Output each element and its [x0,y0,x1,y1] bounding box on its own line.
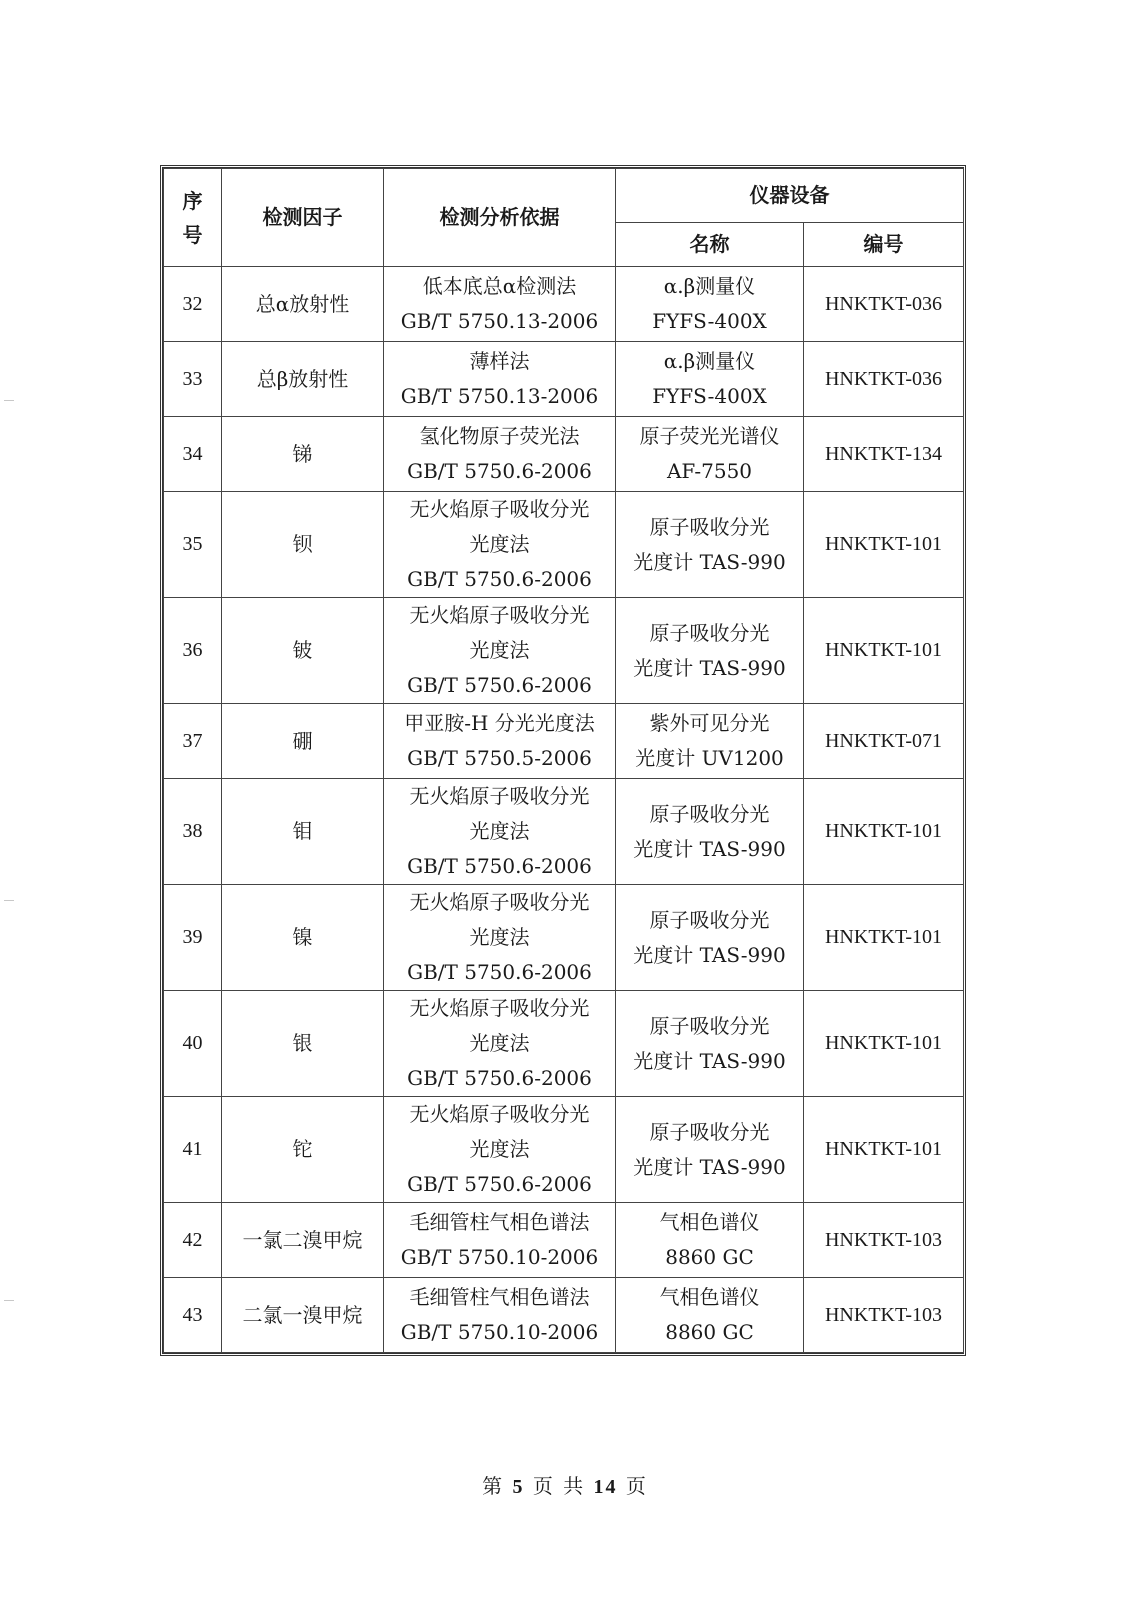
cell-basis [384,991,616,1097]
cell-equipment-name [616,492,804,598]
cell-basis-line: 无火焰原子吸收分光 [409,1102,590,1126]
footer-suffix: 页 [625,1474,648,1498]
cell-basis-line: 无火焰原子吸收分光 [409,784,590,808]
cell-basis-line: GB/T 5750.6-2006 [407,960,592,984]
cell-basis [384,598,616,704]
cell-equipment-id: HNKTKT-101 [804,885,964,991]
cell-index: 34 [164,417,222,492]
cell-basis-line: 光度法 [469,819,530,843]
cell-equipment-name [616,1203,804,1278]
cell-basis-line: GB/T 5750.6-2006 [407,1172,592,1196]
table-row [164,342,964,417]
cell-basis-line: 无火焰原子吸收分光 [409,996,590,1020]
cell-equipment-name-line: 气相色谱仪 [659,1285,760,1309]
cell-factor: 银 [222,991,384,1097]
cell-equipment-name-line: AF-7550 [666,459,753,483]
cell-factor: 铊 [222,1097,384,1203]
cell-factor: 二氯一溴甲烷 [222,1278,384,1353]
cell-equipment-name-line: 原子吸收分光 [649,1013,770,1038]
cell-equipment-name-line: 紫外可见分光 [649,711,770,735]
cell-basis-line: 光度法 [469,638,530,662]
header-basis: 检测分析依据 [384,169,616,267]
cell-basis [384,779,616,885]
cell-equipment-name [616,417,804,492]
cell-equipment-name-line: FYFS-400X [652,384,767,408]
cell-basis-line: 无火焰原子吸收分光 [409,890,590,914]
cell-equipment-name-line: 8860 GC [665,1320,754,1344]
header-factor: 检测因子 [222,169,384,267]
header-index-line: 序 [182,188,203,213]
cell-equipment-name [616,885,804,991]
table-row [164,1097,964,1203]
cell-basis-line: GB/T 5750.13-2006 [400,309,599,333]
cell-basis [384,704,616,779]
cell-index: 37 [164,704,222,779]
cell-basis [384,885,616,991]
cell-basis [384,1203,616,1278]
cell-basis-line: GB/T 5750.6-2006 [407,1066,592,1090]
cell-equipment-name-line: 光度计 TAS-990 [633,655,786,680]
cell-equipment-name [616,267,804,342]
cell-equipment-id: HNKTKT-101 [804,598,964,704]
cell-equipment-name [616,342,804,417]
cell-index: 32 [164,267,222,342]
cell-equipment-id: HNKTKT-103 [804,1278,964,1353]
cell-basis-line: 光度法 [469,1137,530,1161]
cell-factor: 钼 [222,779,384,885]
cell-basis-line: 光度法 [469,925,530,949]
cell-equipment-name [616,598,804,704]
cell-equipment-name-line: 原子吸收分光 [649,907,770,932]
scan-edge-marks [0,0,18,1600]
footer-middle: 页 共 [532,1474,586,1498]
cell-basis [384,1278,616,1353]
cell-basis-line: 甲亚胺-H 分光光度法 [404,711,595,735]
cell-equipment-id: HNKTKT-101 [804,991,964,1097]
cell-basis-line: 氢化物原子荧光法 [419,424,580,448]
cell-basis-line: 光度法 [469,1031,530,1055]
cell-basis [384,267,616,342]
detection-methods-table [160,165,966,1356]
table-row [164,885,964,991]
cell-basis [384,417,616,492]
cell-equipment-name-line: 原子荧光光谱仪 [639,424,780,448]
cell-equipment-id: HNKTKT-036 [804,267,964,342]
table-row [164,598,964,704]
cell-basis-line: GB/T 5750.10-2006 [400,1320,599,1344]
cell-basis-line: GB/T 5750.6-2006 [407,459,592,483]
cell-equipment-id: HNKTKT-101 [804,1097,964,1203]
cell-index: 36 [164,598,222,704]
table-row [164,704,964,779]
table-header [164,169,964,267]
table-row [164,991,964,1097]
cell-equipment-name-line: 原子吸收分光 [649,514,770,539]
cell-basis [384,1097,616,1203]
cell-basis-line: GB/T 5750.13-2006 [400,384,599,408]
cell-equipment-id: HNKTKT-134 [804,417,964,492]
cell-equipment-name [616,1278,804,1353]
cell-factor: 锑 [222,417,384,492]
cell-equipment-id: HNKTKT-101 [804,492,964,598]
cell-basis-line: GB/T 5750.5-2006 [407,746,592,770]
cell-equipment-name [616,991,804,1097]
cell-basis-line: 毛细管柱气相色谱法 [409,1210,590,1234]
table-row [164,1203,964,1278]
cell-factor: 钡 [222,492,384,598]
cell-index: 40 [164,991,222,1097]
cell-equipment-name-line: 原子吸收分光 [649,1119,770,1144]
cell-equipment-name-line: 光度计 TAS-990 [633,1048,786,1073]
cell-basis-line: 低本底总α检测法 [422,274,577,298]
header-index-line: 号 [182,222,203,247]
cell-equipment-name-line: 光度计 TAS-990 [633,942,786,967]
cell-equipment-id: HNKTKT-071 [804,704,964,779]
table-row [164,267,964,342]
table-body [164,267,964,1353]
cell-equipment-name-line: α.β测量仪 [663,349,756,373]
cell-equipment-name-line: 光度计 TAS-990 [633,549,786,574]
cell-equipment-id: HNKTKT-103 [804,1203,964,1278]
cell-basis-line: GB/T 5750.6-2006 [407,854,592,878]
cell-equipment-name-line: 光度计 UV1200 [635,746,784,770]
cell-factor: 一氯二溴甲烷 [222,1203,384,1278]
footer-total-pages: 14 [593,1476,618,1498]
cell-factor: 镍 [222,885,384,991]
cell-equipment-name-line: α.β测量仪 [663,274,756,298]
table-row [164,1278,964,1353]
cell-basis-line: GB/T 5750.10-2006 [400,1245,599,1269]
cell-equipment-name-line: 气相色谱仪 [659,1210,760,1234]
cell-factor: 总α放射性 [222,267,384,342]
header-equipment-name: 名称 [616,223,804,267]
cell-equipment-name [616,779,804,885]
footer-page-number: 5 [512,1476,525,1498]
table-row [164,417,964,492]
cell-index: 42 [164,1203,222,1278]
footer-prefix: 第 [482,1474,505,1498]
cell-basis [384,342,616,417]
cell-basis-line: 无火焰原子吸收分光 [409,497,590,521]
cell-index: 43 [164,1278,222,1353]
cell-equipment-name [616,1097,804,1203]
cell-basis-line: 无火焰原子吸收分光 [409,603,590,627]
cell-equipment-name [616,704,804,779]
cell-factor: 总β放射性 [222,342,384,417]
cell-basis-line: GB/T 5750.6-2006 [407,673,592,697]
table-row [164,492,964,598]
cell-equipment-id: HNKTKT-101 [804,779,964,885]
cell-basis-line: 毛细管柱气相色谱法 [409,1285,590,1309]
cell-equipment-name-line: 原子吸收分光 [649,620,770,645]
cell-factor: 铍 [222,598,384,704]
table-row [164,779,964,885]
header-equipment: 仪器设备 [616,169,964,223]
cell-basis-line: 光度法 [469,532,530,556]
cell-equipment-name-line: FYFS-400X [652,309,767,333]
cell-index: 39 [164,885,222,991]
cell-index: 33 [164,342,222,417]
header-index [164,169,222,267]
cell-basis-line: GB/T 5750.6-2006 [407,567,592,591]
header-equipment-id: 编号 [804,223,964,267]
page-footer [0,1470,1130,1499]
cell-equipment-name-line: 8860 GC [665,1245,754,1269]
cell-equipment-id: HNKTKT-036 [804,342,964,417]
cell-index: 41 [164,1097,222,1203]
cell-basis [384,492,616,598]
cell-index: 35 [164,492,222,598]
cell-basis-line: 薄样法 [469,349,530,373]
cell-index: 38 [164,779,222,885]
cell-factor: 硼 [222,704,384,779]
cell-equipment-name-line: 原子吸收分光 [649,801,770,826]
cell-equipment-name-line: 光度计 TAS-990 [633,1154,786,1179]
cell-equipment-name-line: 光度计 TAS-990 [633,836,786,861]
